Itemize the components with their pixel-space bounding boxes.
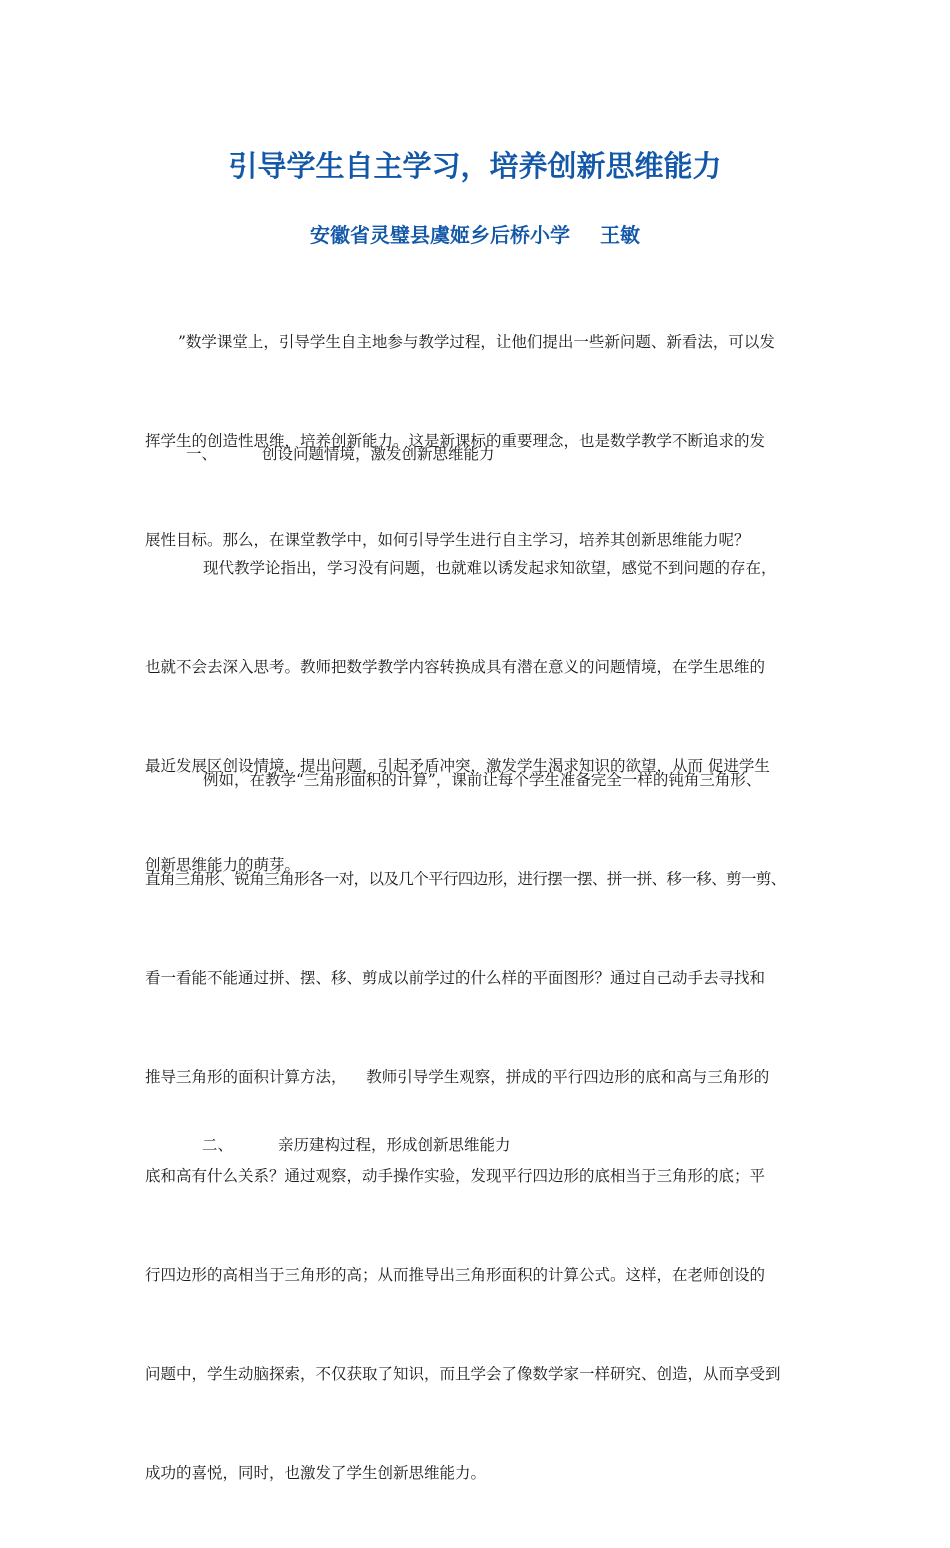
section-heading-1	[186, 442, 495, 466]
section-heading-2	[202, 1133, 511, 1157]
section-number: 二、	[202, 1136, 234, 1154]
paragraph-line: 问题中，学生动脑探索，不仅获取了知识，而且学会了像数学家一样研究、创造，从而享受到	[145, 1364, 781, 1383]
section-number: 一、	[186, 445, 218, 463]
paragraph-line: ”数学课堂上，引导学生自主地参与教学过程，让他们提出一些新问题、新看法，可以发	[178, 332, 775, 351]
paragraph-line: 推导三角形的面积计算方法， 教师引导学生观察，拼成的平行四边形的底和高与三角形的	[145, 1067, 770, 1086]
section-title: 亲历建构过程，形成创新思维能力	[278, 1136, 511, 1154]
paragraph-line: 也就不会去深入思考。教师把数学教学内容转换成具有潜在意义的问题情境，在学生思维的	[145, 657, 766, 676]
section-title: 创设问题情境，激发创新思维能力	[262, 445, 495, 463]
paragraph-line: 直角三角形、锐角三角形各一对，以及几个平行四边形，进行摆一摆、拼一拼、移一移、剪一剪、	[145, 869, 786, 888]
paragraph-line: 底和高有什么关系？通过观察，动手操作实验，发现平行四边形的底相当于三角形的底；平	[145, 1166, 766, 1185]
section1-paragraph-2	[145, 706, 820, 1548]
paragraph-line: 现代教学论指出，学习没有问题，也就难以诱发起求知欲望，感觉不到问题的存在，	[203, 558, 777, 577]
author-school: 安徽省灵璧县虞姬乡后桥小学	[310, 223, 570, 247]
document-title: 引导学生自主学习，培养创新思维能力	[228, 149, 722, 183]
paragraph-line: 例如，在教学“三角形面积的计算”，课前让每个学生准备完全一样的钝角三角形、	[203, 770, 762, 789]
paragraph-line: 行四边形的高相当于三角形的高；从而推导出三角形面积的计算公式。这样，在老师创设的	[145, 1265, 766, 1284]
author-line	[0, 218, 950, 252]
paragraph-line: 创新思维能力的萌芽。	[145, 855, 301, 874]
paragraph-line: 成功的喜悦，同时，也激发了学生创新思维能力。	[145, 1463, 487, 1482]
paragraph-line: 展性目标。那么，在课堂教学中，如何引导学生进行自主学习，培养其创新思维能力呢？	[145, 530, 750, 549]
author-name: 王敏	[600, 223, 640, 247]
paragraph-line: 挥学生的创造性思维，培养创新能力。这是新课标的重要理念，也是数学教学不断追求的发	[145, 431, 766, 450]
paragraph-line: 最近发展区创设情境，提出问题，引起矛盾冲突，激发学生渴求知识的欲望，从而 促进学生	[145, 756, 770, 775]
paragraph-line: 看一看能不能通过拼、摆、移、剪成以前学过的什么样的平面图形？通过自己动手去寻找和	[145, 968, 766, 987]
